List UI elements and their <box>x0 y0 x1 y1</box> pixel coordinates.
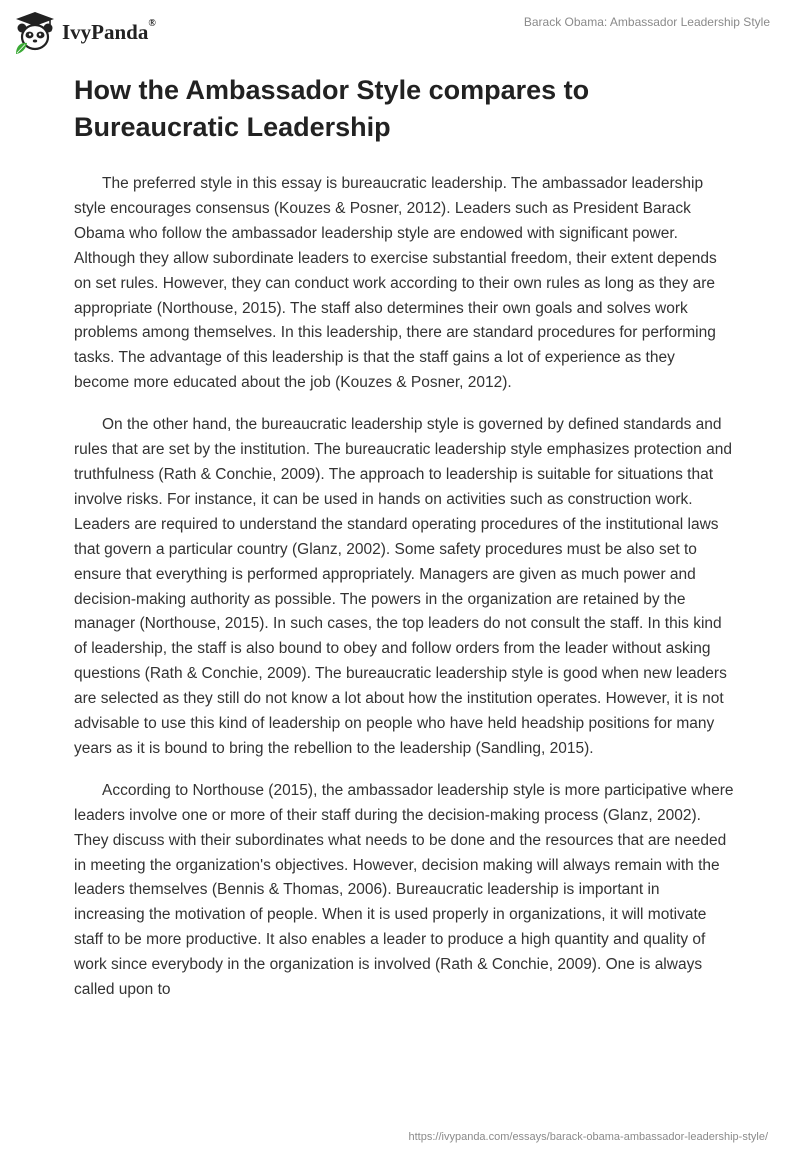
paragraph: According to Northouse (2015), the ambassador leadership style is more participative where leaders involve one or more of their staff during the decision-making process (Glanz, 2002). They discuss with their subordinates what needs to be done and the resources that are needed in meeting the organization's objectives. However, decision making will always remain with the leaders themselves (Bennis & Thomas, 2006). Bureaucratic leadership is important in increasing the motivation of people. When it is used properly in organizations, it will motivate staff to be more productive. It also enables a leader to produce a high quantity and quality of work since everybody in the organization is involved (Rath & Conchie, 2009). One is always called upon to <box>74 781 734 999</box>
brand-name-text: IvyPanda <box>62 20 149 44</box>
paragraph: The preferred style in this essay is bureaucratic leadership. The ambassador leadership style encourages consensus (Kouzes & Posner, 2012). Leaders such as President Barack Obama who follow the ambassador leadership style are endowed with significant power. Although they allow subordinate leaders to exercise substantial freedom, their extent depends on set rules. However, they can conduct work according to their own rules as long as they are appropriate (Northouse, 2015). The staff also determines their own goals and solves work problems among themselves. In this leadership, there are standard procedures for performing tasks. The advantage of this leadership is that the staff gains a lot of experience as they become more educated about the job (Kouzes & Posner, 2012). <box>74 175 717 392</box>
article-body <box>74 172 734 1020</box>
brand-name <box>62 20 156 45</box>
ivypanda-logo[interactable] <box>12 10 192 54</box>
page-header <box>0 0 800 60</box>
paragraph: On the other hand, the bureaucratic leadership style is governed by defined standards and rules that are set by the institution. The bureaucratic leadership style emphasizes protection and truthfulness (Rath & Conchie, 2009). The approach to leadership is suitable for situations that involve risks. For instance, it can be used in hands on activities such as construction work. Leaders are required to understand the standard operating procedures of the institutional laws that govern a particular country (Glanz, 2002). Some safety procedures must be also set to ensure that everything is performed appropriately. Managers are given as much power and decision-making authority as possible. The powers in the organization are retained by the manager (Northouse, 2015). In such cases, the top leaders do not consult the staff. In this kind of leadership, the staff is also bound to obey and follow orders from the leader without asking questions (Rath & Conchie, 2009). The bureaucratic leadership style is good when new leaders are selected as they still do not know a lot about how the institution operates. However, it is not advisable to use this kind of leadership on people who have held headship positions for many years as it is bound to bring the rebellion to the leadership (Sandling, 2015). <box>74 416 732 757</box>
registered-mark: ® <box>148 18 156 29</box>
article-heading: How the Ambassador Style compares to Bureaucratic Leadership <box>74 75 590 142</box>
panda-graduate-icon <box>12 10 58 54</box>
source-url[interactable]: https://ivypanda.com/essays/barack-obama-ambassador-leadership-style/ <box>408 1131 768 1143</box>
document-title: Barack Obama: Ambassador Leadership Style <box>523 15 770 29</box>
